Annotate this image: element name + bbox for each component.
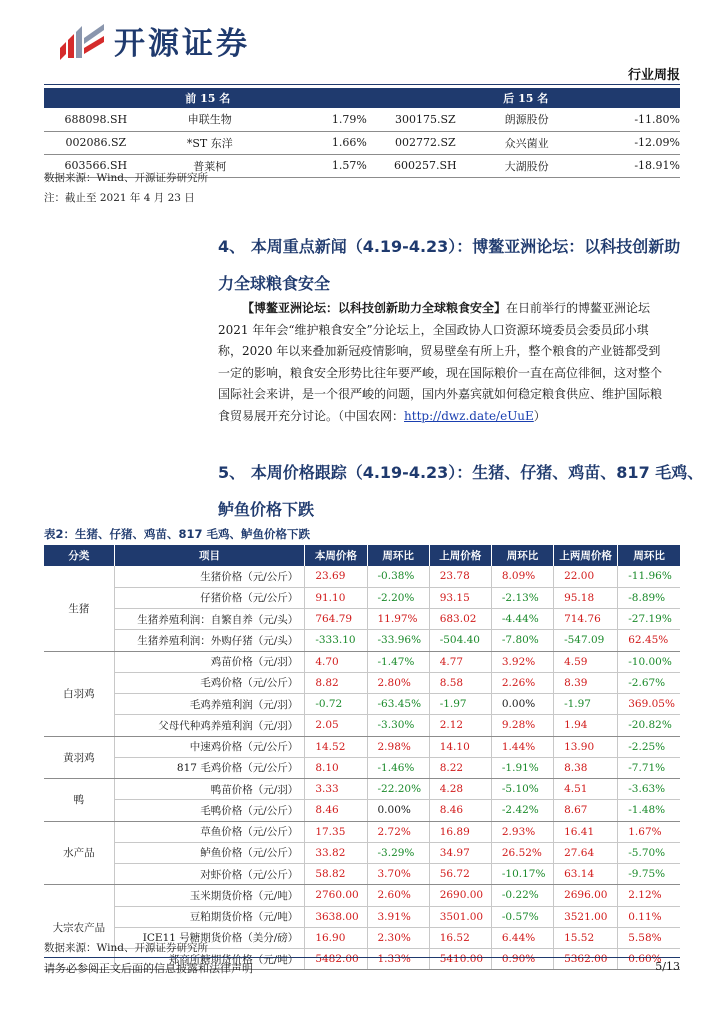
category-cell: 白羽鸡 — [44, 651, 114, 736]
wow-change-cell: 0.60% — [618, 949, 680, 970]
table-row — [44, 587, 680, 608]
wow-change-cell: -10.17% — [491, 864, 553, 885]
two-weeks-ago-price-cell: 8.38 — [554, 757, 618, 778]
top15-header: 前 15 名 — [44, 88, 372, 108]
wow-change-cell: 369.05% — [618, 694, 680, 715]
news-source-link[interactable]: http://dwz.date/eUuE — [404, 408, 534, 423]
item-cell: 父母代种鸡养殖利润（元/羽） — [114, 715, 305, 736]
wow-change-cell: 2.72% — [367, 821, 429, 842]
wow-change-cell: -3.63% — [618, 779, 680, 800]
item-cell: 鲈鱼价格（元/公斤） — [114, 842, 305, 863]
stock-code: 002772.SZ — [372, 131, 479, 154]
wow-change-cell: 0.00% — [367, 800, 429, 821]
wow-change-cell: 2.30% — [367, 927, 429, 948]
wow-change-cell: 3.91% — [367, 906, 429, 927]
section4-title-line1: 4、 本周重点新闻（4.19-4.23）：博鳌亚洲论坛：以科技创新助 — [218, 237, 681, 256]
wow-change-cell: 2.98% — [367, 736, 429, 757]
wow-change-cell: 1.44% — [491, 736, 553, 757]
table-row — [44, 715, 680, 736]
current-price-cell: 16.90 — [305, 927, 367, 948]
column-header: 周环比 — [491, 545, 553, 566]
wow-change-cell: -9.75% — [618, 864, 680, 885]
category-cell: 黄羽鸡 — [44, 736, 114, 779]
last-week-price-cell: 4.77 — [429, 651, 491, 672]
table-row — [44, 651, 680, 672]
wow-change-cell: 26.52% — [491, 842, 553, 863]
news-text: 在日前举行的博鳌亚洲论坛 — [506, 301, 651, 315]
table-row — [44, 906, 680, 927]
current-price-cell: 58.82 — [305, 864, 367, 885]
item-cell: 豆粕期货价格（元/吨） — [114, 906, 305, 927]
current-price-cell: 14.52 — [305, 736, 367, 757]
stock-change: -11.80% — [574, 108, 680, 131]
news-text: 国际社会来讲，是一个很严峻的问题，国内外嘉宾就如何稳定粮食供应、维护国际粮 — [218, 387, 663, 401]
table-row — [44, 694, 680, 715]
stock-name: 朗源股份 — [479, 108, 574, 131]
item-cell: 毛鸡养殖利润（元/羽） — [114, 694, 305, 715]
wow-change-cell: -2.25% — [618, 736, 680, 757]
last-week-price-cell: 34.97 — [429, 842, 491, 863]
item-cell: 草鱼价格（元/公斤） — [114, 821, 305, 842]
wow-change-cell: -8.89% — [618, 587, 680, 608]
last-week-price-cell: 3501.00 — [429, 906, 491, 927]
wow-change-cell: -2.20% — [367, 587, 429, 608]
last-week-price-cell: 16.89 — [429, 821, 491, 842]
stock-code: 600257.SH — [372, 154, 479, 177]
news-text: 称，2020 年以来叠加新冠疫情影响，贸易壁垒有所上升，整个粮食的产业链都受到 — [218, 344, 661, 358]
wow-change-cell: 62.45% — [618, 630, 680, 651]
report-type-label: 行业周报 — [627, 68, 680, 83]
item-cell: 对虾价格（元/公斤） — [114, 864, 305, 885]
stock-change: -18.91% — [574, 154, 680, 177]
wow-change-cell: -5.70% — [618, 842, 680, 863]
table-row — [44, 821, 680, 842]
wow-change-cell: 1.67% — [618, 821, 680, 842]
last-week-price-cell: 16.52 — [429, 927, 491, 948]
disclaimer-text: 请务必参阅正文后面的信息披露和法律声明 — [44, 962, 253, 975]
wow-change-cell: -27.19% — [618, 609, 680, 630]
last-week-price-cell: 14.10 — [429, 736, 491, 757]
wow-change-cell: -33.96% — [367, 630, 429, 651]
last-week-price-cell: 5410.00 — [429, 949, 491, 970]
two-weeks-ago-price-cell: 5362.00 — [554, 949, 618, 970]
page-number: 5/13 — [655, 960, 680, 973]
wow-change-cell: -3.30% — [367, 715, 429, 736]
last-week-price-cell: 4.28 — [429, 779, 491, 800]
current-price-cell: 23.69 — [305, 566, 367, 587]
table-row — [44, 864, 680, 885]
section4-body — [218, 298, 680, 427]
last-week-price-cell: 8.22 — [429, 757, 491, 778]
item-cell: 生猪价格（元/公斤） — [114, 566, 305, 587]
item-cell: 仔猪价格（元/公斤） — [114, 587, 305, 608]
category-cell: 生猪 — [44, 566, 114, 651]
stock-change: -12.09% — [574, 131, 680, 154]
table-row — [44, 131, 680, 154]
two-weeks-ago-price-cell: 4.59 — [554, 651, 618, 672]
wow-change-cell: -7.71% — [618, 757, 680, 778]
stock-name: 大湖股份 — [479, 154, 574, 177]
wow-change-cell: -5.10% — [491, 779, 553, 800]
wow-change-cell: 11.97% — [367, 609, 429, 630]
wow-change-cell: -0.38% — [367, 566, 429, 587]
current-price-cell: 5482.00 — [305, 949, 367, 970]
table1-note: 注：截止至 2021 年 4 月 23 日 — [44, 192, 195, 204]
stock-change: 1.79% — [272, 108, 372, 131]
table-row — [44, 672, 680, 693]
wow-change-cell: 2.60% — [367, 885, 429, 906]
column-header: 周环比 — [618, 545, 680, 566]
stock-change: 1.66% — [272, 131, 372, 154]
current-price-cell: 4.70 — [305, 651, 367, 672]
two-weeks-ago-price-cell: -1.97 — [554, 694, 618, 715]
column-header: 分类 — [44, 545, 114, 566]
item-cell: ICE11 号糖期货价格（美分/磅） — [114, 927, 305, 948]
item-cell: 中速鸡价格（元/公斤） — [114, 736, 305, 757]
last-week-price-cell: 56.72 — [429, 864, 491, 885]
table-row — [44, 736, 680, 757]
current-price-cell: -0.72 — [305, 694, 367, 715]
two-weeks-ago-price-cell: 63.14 — [554, 864, 618, 885]
column-header: 上周价格 — [429, 545, 491, 566]
price-table-body — [44, 566, 680, 970]
wow-change-cell: -2.67% — [618, 672, 680, 693]
wow-change-cell: 8.09% — [491, 566, 553, 587]
logo-text: 开源证券 — [114, 25, 250, 62]
two-weeks-ago-price-cell: 95.18 — [554, 587, 618, 608]
wow-change-cell: -10.00% — [618, 651, 680, 672]
current-price-cell: 17.35 — [305, 821, 367, 842]
wow-change-cell: -0.57% — [491, 906, 553, 927]
current-price-cell: 3.33 — [305, 779, 367, 800]
item-cell: 生猪养殖利润：外购仔猪（元/头） — [114, 630, 305, 651]
current-price-cell: 8.82 — [305, 672, 367, 693]
current-price-cell: 8.10 — [305, 757, 367, 778]
news-text: ） — [533, 408, 546, 423]
news-text: 2021 年年会“维护粮食安全”分论坛上，全国政协人口资源环境委员会委员邱小琪 — [218, 322, 649, 337]
wow-change-cell: 9.28% — [491, 715, 553, 736]
table-row — [44, 630, 680, 651]
wow-change-cell: -1.48% — [618, 800, 680, 821]
wow-change-cell: -7.80% — [491, 630, 553, 651]
stock-name: 众兴菌业 — [479, 131, 574, 154]
table-row — [44, 842, 680, 863]
wow-change-cell: 1.33% — [367, 949, 429, 970]
wow-change-cell: 2.93% — [491, 821, 553, 842]
footer-divider — [44, 957, 680, 958]
wow-change-cell: -1.46% — [367, 757, 429, 778]
stock-name: 申联生物 — [148, 108, 272, 131]
last-week-price-cell: 8.46 — [429, 800, 491, 821]
last-week-price-cell: 2.12 — [429, 715, 491, 736]
item-cell: 毛鸡价格（元/公斤） — [114, 672, 305, 693]
item-cell: 817 毛鸡价格（元/公斤） — [114, 757, 305, 778]
two-weeks-ago-price-cell: -547.09 — [554, 630, 618, 651]
section5-title-line1: 5、 本周价格跟踪（4.19-4.23）：生猪、仔猪、鸡苗、817 毛鸡、 — [218, 463, 704, 482]
wow-change-cell: -20.82% — [618, 715, 680, 736]
wow-change-cell: 2.12% — [618, 885, 680, 906]
item-cell: 玉米期货价格（元/吨） — [114, 885, 305, 906]
wow-change-cell: 0.00% — [491, 694, 553, 715]
current-price-cell: 33.82 — [305, 842, 367, 863]
wow-change-cell: 3.92% — [491, 651, 553, 672]
current-price-cell: 91.10 — [305, 587, 367, 608]
item-cell: 鸭苗价格（元/羽） — [114, 779, 305, 800]
wow-change-cell: -22.20% — [367, 779, 429, 800]
last-week-price-cell: 2690.00 — [429, 885, 491, 906]
last-week-price-cell: 93.15 — [429, 587, 491, 608]
current-price-cell: 8.46 — [305, 800, 367, 821]
two-weeks-ago-price-cell: 13.90 — [554, 736, 618, 757]
column-header: 本周价格 — [305, 545, 367, 566]
category-cell: 鸭 — [44, 779, 114, 822]
table-row — [44, 757, 680, 778]
category-cell: 大宗农产品 — [44, 885, 114, 970]
top-bottom-stocks-table — [44, 88, 680, 178]
last-week-price-cell: 683.02 — [429, 609, 491, 630]
last-week-price-cell: -504.40 — [429, 630, 491, 651]
wow-change-cell: -4.44% — [491, 609, 553, 630]
stock-code: 688098.SH — [44, 108, 148, 131]
stock-code: 002086.SZ — [44, 131, 148, 154]
item-cell: 毛鸭价格（元/公斤） — [114, 800, 305, 821]
wow-change-cell: -1.91% — [491, 757, 553, 778]
news-text: 一定的影响，粮食安全形势比往年要严峻，现在国际粮价一直在高位徘徊，这对整个 — [218, 365, 663, 380]
last-week-price-cell: 23.78 — [429, 566, 491, 587]
wow-change-cell: -11.96% — [618, 566, 680, 587]
stock-name: 普莱柯 — [148, 154, 272, 177]
news-text: 食贸易展开充分讨论。（中国农网： — [218, 408, 405, 423]
current-price-cell: 2760.00 — [305, 885, 367, 906]
wow-change-cell: 5.58% — [618, 927, 680, 948]
wow-change-cell: 2.80% — [367, 672, 429, 693]
table1-source: 数据来源：Wind、开源证券研究所 — [44, 172, 208, 184]
two-weeks-ago-price-cell: 4.51 — [554, 779, 618, 800]
wow-change-cell: 2.26% — [491, 672, 553, 693]
current-price-cell: -333.10 — [305, 630, 367, 651]
two-weeks-ago-price-cell: 8.67 — [554, 800, 618, 821]
category-cell: 水产品 — [44, 821, 114, 885]
wow-change-cell: -1.47% — [367, 651, 429, 672]
wow-change-cell: -2.42% — [491, 800, 553, 821]
column-header: 周环比 — [367, 545, 429, 566]
table-row — [44, 609, 680, 630]
two-weeks-ago-price-cell: 27.64 — [554, 842, 618, 863]
item-cell: 鸡苗价格（元/羽） — [114, 651, 305, 672]
stock-code: 300175.SZ — [372, 108, 479, 131]
two-weeks-ago-price-cell: 15.52 — [554, 927, 618, 948]
wow-change-cell: -2.13% — [491, 587, 553, 608]
wow-change-cell: 6.44% — [491, 927, 553, 948]
wow-change-cell: -63.45% — [367, 694, 429, 715]
last-week-price-cell: 8.58 — [429, 672, 491, 693]
two-weeks-ago-price-cell: 3521.00 — [554, 906, 618, 927]
wow-change-cell: -3.29% — [367, 842, 429, 863]
table-row — [44, 566, 680, 587]
table2-caption: 表2：生猪、仔猪、鸡苗、817 毛鸡、鲈鱼价格下跌 — [44, 527, 311, 541]
news-lead: 【博鳌亚洲论坛：以科技创新助力全球粮食安全】 — [242, 301, 507, 315]
column-header: 项目 — [114, 545, 305, 566]
two-weeks-ago-price-cell: 714.76 — [554, 609, 618, 630]
two-weeks-ago-price-cell: 22.00 — [554, 566, 618, 587]
two-weeks-ago-price-cell: 8.39 — [554, 672, 618, 693]
header-divider — [44, 84, 680, 85]
last-week-price-cell: -1.97 — [429, 694, 491, 715]
item-cell: 郑商所糖期货价格（元/吨） — [114, 949, 305, 970]
table2-source: 数据来源：Wind、开源证券研究所 — [44, 942, 208, 954]
stock-change: 1.57% — [272, 154, 372, 177]
current-price-cell: 3638.00 — [305, 906, 367, 927]
logo-mark-icon — [56, 18, 108, 62]
table-row — [44, 800, 680, 821]
price-tracking-table — [44, 545, 680, 970]
stock-name: *ST 东洋 — [148, 131, 272, 154]
current-price-cell: 764.79 — [305, 609, 367, 630]
current-price-cell: 2.05 — [305, 715, 367, 736]
bottom15-header: 后 15 名 — [372, 88, 680, 108]
item-cell: 生猪养殖利润：自繁自养（元/头） — [114, 609, 305, 630]
two-weeks-ago-price-cell: 16.41 — [554, 821, 618, 842]
section4-title-line2: 力全球粮食安全 — [218, 274, 331, 293]
table-row — [44, 779, 680, 800]
wow-change-cell: 3.70% — [367, 864, 429, 885]
wow-change-cell: -0.22% — [491, 885, 553, 906]
two-weeks-ago-price-cell: 2696.00 — [554, 885, 618, 906]
table-row — [44, 108, 680, 131]
table-row — [44, 885, 680, 906]
two-weeks-ago-price-cell: 1.94 — [554, 715, 618, 736]
section5-title-line2: 鲈鱼价格下跌 — [218, 500, 315, 519]
wow-change-cell: 0.90% — [491, 949, 553, 970]
company-logo — [56, 18, 250, 62]
column-header: 上两周价格 — [554, 545, 618, 566]
wow-change-cell: 0.11% — [618, 906, 680, 927]
stock-code: 603566.SH — [44, 154, 148, 177]
